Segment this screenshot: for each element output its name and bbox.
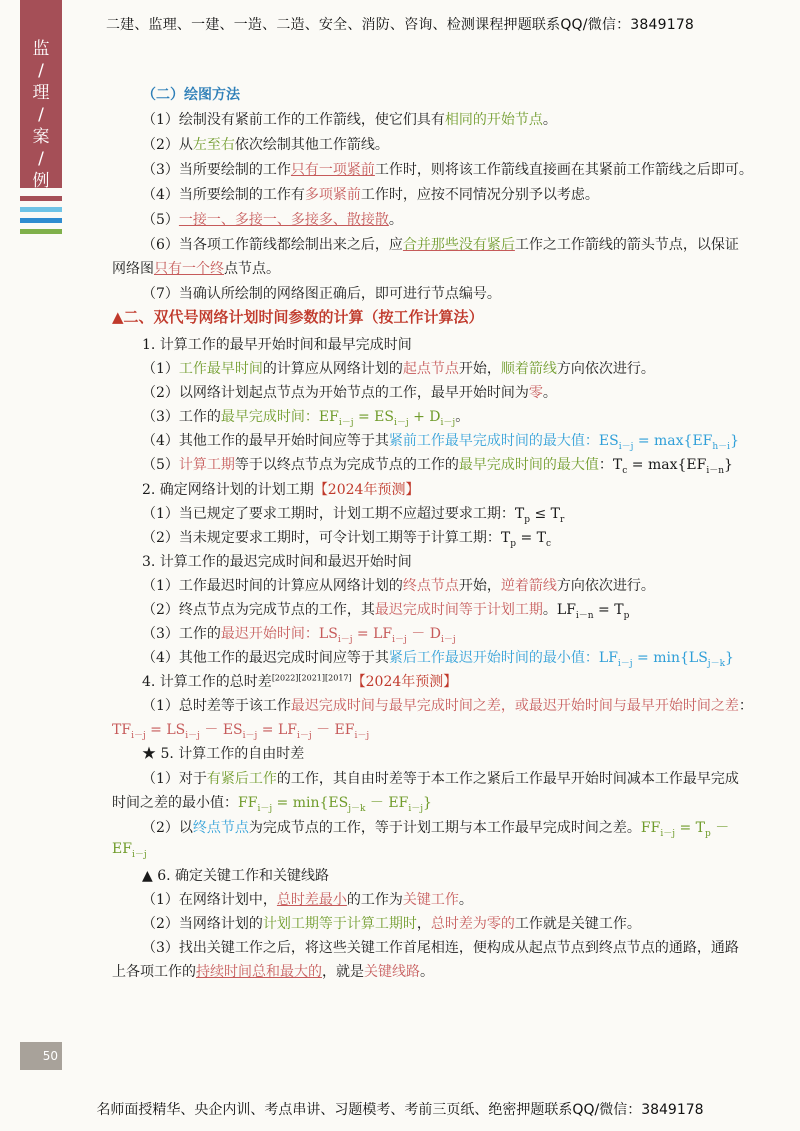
sub3-line-2 (142, 599, 629, 621)
sub6-title: ▲ 6. 确定关键工作和关键线路 (142, 868, 330, 884)
text: ≤ T (530, 506, 560, 522)
sub3-line-3 (142, 623, 456, 645)
text: （1）在网络计划中， (142, 892, 277, 908)
subscript: c (545, 538, 552, 549)
text: （1）绘制没有紧前工作的工作箭线，使它们具有 (142, 112, 445, 128)
subscript: p (510, 538, 517, 549)
sub4-formula (112, 719, 369, 741)
exam-years: [2022][2021][2017] (271, 673, 352, 683)
sub3-line-1 (142, 575, 655, 595)
text: 工作时，则将该工作箭线直接画在其紧前工作箭线之后即可。 (374, 162, 753, 178)
formula: 最迟开始时间：LS (220, 626, 338, 642)
sub2-title (142, 479, 419, 499)
method-item-3 (142, 159, 753, 179)
subscript: i－j (296, 730, 312, 741)
text: （4）其他工作的最早开始时间应等于其 (142, 433, 389, 449)
text: （1）当已规定了要求工期时，计划工期不应超过要求工期：T (142, 506, 525, 522)
formula: － (710, 820, 730, 836)
text: 为完成节点的工作，等于计划工期与本工作最早完成时间之差。 (248, 820, 641, 836)
page-header: 二建、监理、一建、一造、二造、安全、消防、咨询、检测课程押题联系QQ/微信：3849178 (105, 17, 695, 33)
subscript: i－j (660, 828, 676, 839)
highlight: 零 (528, 385, 543, 401)
sub5-line-1-cont (112, 792, 432, 814)
chapter-tab (20, 0, 62, 191)
text: 工作时，应按不同情况分别予以考虑。 (360, 187, 599, 203)
sub4-line-1 (142, 695, 753, 715)
formula: 最早完成时间：EF (220, 409, 339, 425)
text: （6）当各项工作箭线都绘制出来之后，应 (142, 237, 403, 253)
sub6-line-2 (142, 913, 641, 933)
text: 网络图 (112, 261, 154, 277)
subscript: j－k (707, 658, 726, 669)
subscript: r (559, 514, 565, 525)
subscript: i－j (131, 849, 147, 860)
text: 时间之差的最小值： (112, 795, 238, 811)
highlight: 关键工作 (402, 892, 459, 908)
sub1-title: 1. 计算工作的最早开始时间和最早完成时间 (142, 337, 412, 353)
sub2-line-2 (142, 527, 551, 549)
text: 。 (455, 409, 470, 425)
sub1-line-2 (142, 382, 557, 402)
text: 的计算应从网络计划的 (262, 361, 403, 377)
subscript: p (705, 828, 711, 839)
stripe-cyan (20, 207, 62, 212)
formula: － EF (365, 795, 409, 811)
highlight: 总时差为零的 (430, 916, 515, 932)
page-footer: 名师面授精华、央企内训、考点串讲、习题模考、考前三页纸、绝密押题联系QQ/微信：3849178 (96, 1102, 704, 1118)
highlight: 多项紧前 (304, 187, 361, 203)
chapter-tab-text: 监 / 理 / 案 / 例 (32, 39, 50, 191)
text: （5） (142, 457, 179, 473)
highlight: 左至右 (192, 137, 235, 153)
text: （3）工作的 (142, 409, 221, 425)
formula: + D (408, 409, 441, 425)
formula: 紧后工作最迟开始时间的最小值：LF (388, 650, 618, 666)
formula: － ES (199, 722, 243, 738)
method-item-7: （7）当确认所绘制的网络图正确后，即可进行节点编号。 (142, 286, 501, 302)
sub5-line-2 (142, 817, 729, 839)
highlight: 终点节点 (192, 820, 249, 836)
text: 的工作，其自由时差等于本工作之紧后工作最早开始时间减本工作最早完成 (276, 771, 739, 787)
highlight: 计算工期 (178, 457, 235, 473)
subscript: h－i (712, 441, 731, 452)
formula: = LS (145, 722, 186, 738)
highlight: 有紧后工作 (206, 771, 277, 787)
text: 等于以终点节点为完成节点的工作的 (234, 457, 459, 473)
formula: 紧前工作最早完成时间的最大值：ES (388, 433, 619, 449)
chapter-tab-label (20, 38, 62, 192)
subscript: p (524, 514, 531, 525)
subscript: i－j (393, 417, 409, 428)
method-item-2 (142, 134, 389, 154)
text: 点节点。 (224, 261, 280, 277)
exam-tag: 【2024年预测】 (313, 482, 420, 498)
highlight: 起点节点 (402, 361, 459, 377)
sub3-line-4 (142, 647, 734, 669)
text: 开始， (458, 578, 501, 594)
formula: FF (640, 820, 661, 836)
formula: EF (112, 841, 132, 857)
subscript: i－j (257, 803, 273, 814)
sub5-line-2-cont (112, 841, 147, 860)
subscript: i－j (440, 417, 456, 428)
formula: TF (112, 722, 132, 738)
formula: } (725, 650, 734, 666)
text: 工作就是关键工作。 (514, 916, 641, 932)
sub1-line-3 (142, 406, 469, 428)
text: 的工作为 (346, 892, 403, 908)
sub5-title: ★ 5. 计算工作的自由时差 (142, 746, 305, 762)
subscript: i－n (706, 465, 724, 476)
formula: = ES (353, 409, 394, 425)
formula: } (423, 795, 432, 811)
formula: } (724, 457, 733, 473)
subscript: p (623, 610, 630, 621)
text: （5） (142, 212, 179, 228)
stripe-blue (20, 218, 62, 223)
sub3-title: 3. 计算工作的最迟完成时间和最迟开始时间 (142, 554, 412, 570)
formula: = T (593, 602, 624, 618)
highlight: 相同的开始节点 (444, 112, 543, 128)
text: （4）其他工作的最迟完成时间应等于其 (142, 650, 389, 666)
formula: = min{ES (272, 795, 349, 811)
text: ， (416, 916, 431, 932)
highlight: 终点节点 (402, 578, 459, 594)
formula: = LF (352, 626, 393, 642)
text: （2）以 (142, 820, 193, 836)
formula: － D (406, 626, 441, 642)
method-item-6 (142, 234, 739, 254)
sub1-line-4 (142, 430, 739, 452)
subscript: i－j (440, 634, 456, 645)
subscript: i－j (354, 730, 370, 741)
text: = T (516, 530, 546, 546)
method-item-5 (142, 209, 403, 229)
text: 工作之工作箭线的箭头节点，以保证 (514, 237, 739, 253)
text: （4）当所要绘制的工作有 (142, 187, 305, 203)
text: 。 (388, 212, 403, 228)
text: 开始， (458, 361, 501, 377)
subscript: i－j (242, 730, 258, 741)
method-item-1 (142, 109, 557, 129)
text: 4. 计算工作的总时差 (142, 674, 272, 690)
subscript: j－k (348, 803, 366, 814)
highlight: 持续时间总和最大的 (196, 964, 322, 980)
highlight: 一接一、多接一、多接多、散接散 (178, 212, 389, 228)
color-stripes (20, 196, 62, 240)
highlight: 只有一个终 (154, 261, 224, 277)
subscript: c (622, 465, 628, 476)
text: 方向依次进行。 (556, 578, 655, 594)
text: （2）从 (142, 137, 193, 153)
text: （2）当网络计划的 (142, 916, 263, 932)
page-number: 50 (20, 1042, 62, 1070)
sub1-line-5 (142, 454, 733, 476)
formula: = LF (257, 722, 297, 738)
highlight: 总时差最小 (276, 892, 347, 908)
exam-tag: 【2024年预测】 (351, 674, 458, 690)
highlight: 只有一项紧前 (290, 162, 375, 178)
method-item-6-cont (112, 258, 280, 278)
highlight: 最迟完成时间与最早完成时间之差，或最迟开始时间与最早开始时间之差 (290, 698, 739, 714)
highlight: 关键线路 (364, 964, 420, 980)
subscript: i－j (185, 730, 200, 741)
text: （3）当所要绘制的工作 (142, 162, 291, 178)
text: （1）总时差等于该工作 (142, 698, 291, 714)
formula: FF (238, 795, 258, 811)
subscript: i－n (575, 610, 594, 621)
text: 2. 确定网络计划的计划工期 (142, 482, 314, 498)
section-title-time-params: ▲二、双代号网络计划时间参数的计算（按工作计算法） (112, 308, 484, 326)
formula: = T (675, 820, 705, 836)
subscript: i－j (338, 417, 354, 428)
formula: = max{EF (633, 433, 713, 449)
formula: ：T (598, 457, 623, 473)
text: （2）以网络计划起点节点为开始节点的工作，最早开始时间为 (142, 385, 529, 401)
formula: － EF (311, 722, 355, 738)
section-title-drawing-method: （二）绘图方法 (142, 87, 240, 103)
sub1-line-1 (142, 358, 655, 378)
formula: 。LF (542, 602, 576, 618)
text: 依次绘制其他工作箭线。 (234, 137, 389, 153)
text: （1）工作最迟时间的计算应从网络计划的 (142, 578, 403, 594)
sub6-line-3-cont (112, 961, 434, 981)
text: 。 (420, 964, 434, 980)
sub6-line-3: （3）找出关键工作之后，将这些关键工作首尾相连，便构成从起点节点到终点节点的通路，通路 (142, 940, 739, 956)
highlight: 工作最早时间 (178, 361, 263, 377)
text: 。 (542, 112, 557, 128)
text: 上各项工作的 (112, 964, 196, 980)
formula: = min{LS (632, 650, 708, 666)
subscript: i－j (337, 634, 353, 645)
subscript: i－j (617, 658, 633, 669)
sub4-title (142, 671, 457, 691)
highlight: 顺着箭线 (500, 361, 557, 377)
text: ： (738, 698, 753, 714)
text: （1） (142, 361, 179, 377)
text: （3）工作的 (142, 626, 221, 642)
method-item-4 (142, 184, 599, 204)
sub5-line-1 (142, 768, 739, 788)
subscript: i－j (131, 730, 146, 741)
text: （1）对于 (142, 771, 207, 787)
formula: = max{EF (627, 457, 707, 473)
highlight: 逆着箭线 (500, 578, 557, 594)
subscript: i－j (408, 803, 423, 814)
highlight: 计划工期等于计算工期时 (262, 916, 417, 932)
text: 。 (458, 892, 473, 908)
formula: } (730, 433, 739, 449)
text: （2）终点节点为完成节点的工作，其 (142, 602, 375, 618)
text: 方向依次进行。 (556, 361, 655, 377)
subscript: i－j (392, 634, 407, 645)
text: 。 (542, 385, 557, 401)
stripe-red (20, 196, 62, 201)
subscript: i－j (618, 441, 634, 452)
sub6-line-1 (142, 889, 473, 909)
highlight: 最早完成时间的最大值 (458, 457, 599, 473)
highlight: 最迟完成时间等于计划工期 (374, 602, 543, 618)
sub2-line-1 (142, 503, 564, 525)
stripe-green (20, 229, 62, 234)
text: ，就是 (322, 964, 364, 980)
text: （2）当未规定要求工期时，可令计划工期等于计算工期：T (142, 530, 511, 546)
highlight: 合并那些没有紧后 (402, 237, 515, 253)
